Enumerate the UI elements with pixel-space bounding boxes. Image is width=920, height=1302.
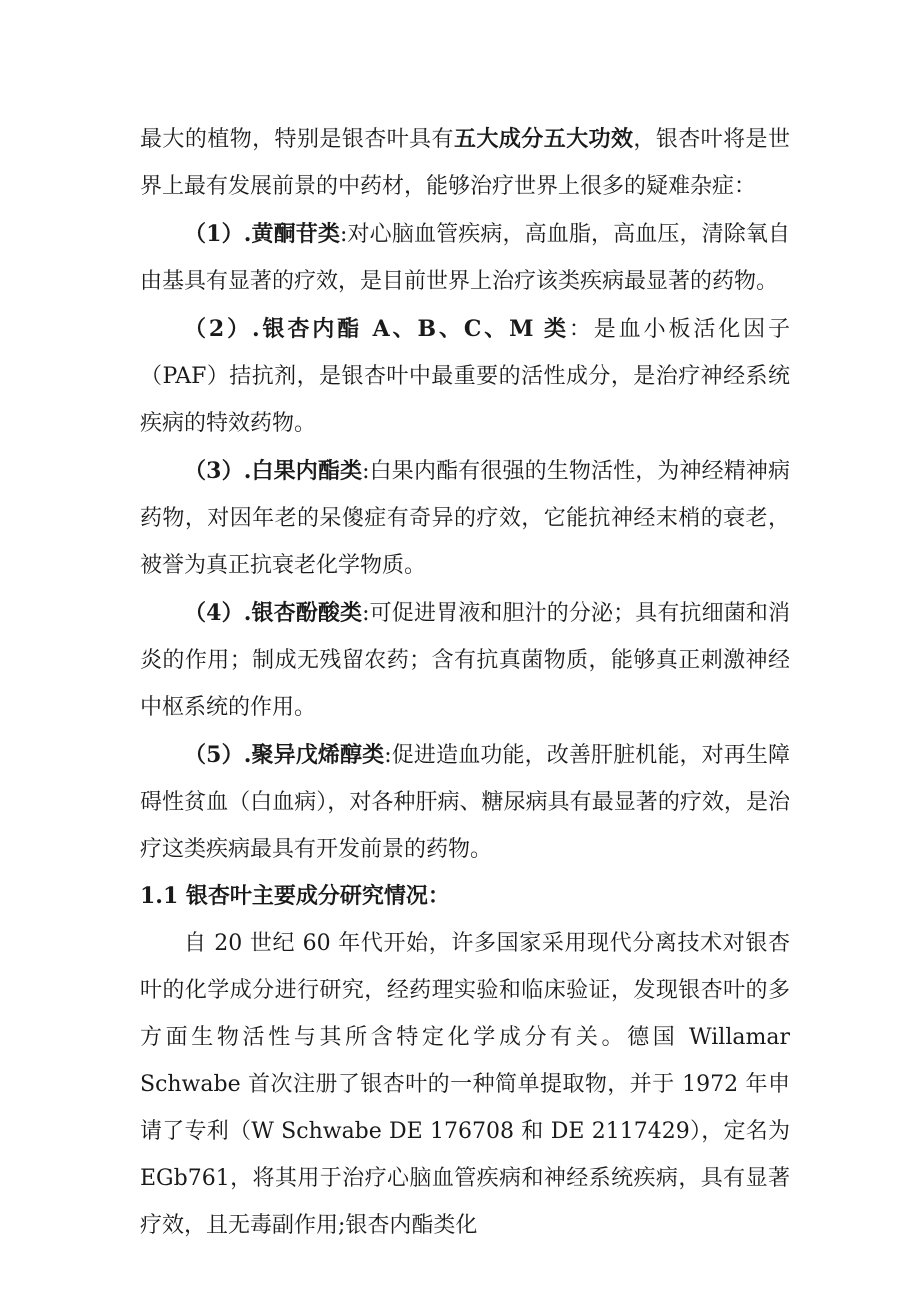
item-paragraph-3 — [140, 448, 790, 589]
item-number: （5）. — [184, 742, 252, 768]
item-title: 黄酮苷类 — [251, 221, 341, 247]
intro-lead: 最大的植物，特别是银杏叶具有 — [140, 127, 454, 152]
item-number: （4）. — [184, 600, 252, 626]
item-number: （3）. — [184, 458, 252, 484]
item-title: 白果内酯类 — [251, 458, 363, 484]
section-heading: 1.1 银杏叶主要成分研究情况： — [140, 883, 450, 909]
item-text: :促进造血功能，改善肝脏机能，对再生障碍性贫血（白血病），对各种肝病、糖尿病具有最显著的疗效，是治疗这类疾病最具有开发前景的药物。 — [140, 743, 790, 862]
intro-paragraph — [140, 116, 790, 210]
item-title: 聚异戊烯醇类 — [251, 742, 385, 768]
intro-bold-phrase: 五大成分五大功效 — [453, 126, 634, 152]
item-number: （2）. — [184, 316, 260, 342]
intro-tail: ，银杏叶将是世界上最有发展前景的中药材，能够治疗世界上很多的疑难杂症： — [140, 127, 790, 199]
item-number: （1）. — [184, 221, 252, 247]
item-paragraph-4 — [140, 590, 790, 731]
section-body: 自 20 世纪 60 年代开始，许多国家采用现代分离技术对银杏叶的化学成分进行研究，经药理实验和临床验证，发现银杏叶的多方面生物活性与其所含特定化学成分有关。德国 Willamar Schwabe 首次注册了银杏叶的一种简单提取物，并于 1972 年申请了专利（W Schwabe DE 176708 和 DE 2117429），定名为 EGb761，将其用于治疗心脑血管疾病和神经系统疾病，具有显著疗效，且无毒副作用;银杏内酯类化 — [140, 931, 790, 1238]
item-title: 银杏酚酸类 — [251, 600, 363, 626]
item-title: 银杏内酯 A、B、C、M 类 — [259, 316, 569, 342]
item-text: :白果内酯有很强的生物活性，为神经精神病药物，对因年老的呆傻症有奇异的疗效，它能抗神经末梢的衰老，被誉为真正抗衰老化学物质。 — [140, 459, 790, 578]
item-paragraph-5 — [140, 732, 790, 873]
item-text: ：是血小板活化因子（PAF）拮抗剂，是银杏叶中最重要的活性成分，是治疗神经系统疾病的特效药物。 — [140, 317, 790, 436]
item-paragraph-2 — [140, 306, 790, 447]
item-text: :对心脑血管疾病，高血脂，高血压，清除氧自由基具有显著的疗效，是目前世界上治疗该类疾病最显著的药物。 — [140, 222, 790, 294]
item-text: :可促进胃液和胆汁的分泌；具有抗细菌和消炎的作用；制成无残留农药；含有抗真菌物质，能够真正刺激神经中枢系统的作用。 — [140, 601, 790, 720]
item-paragraph-1 — [140, 211, 790, 305]
document-page — [140, 116, 790, 1249]
